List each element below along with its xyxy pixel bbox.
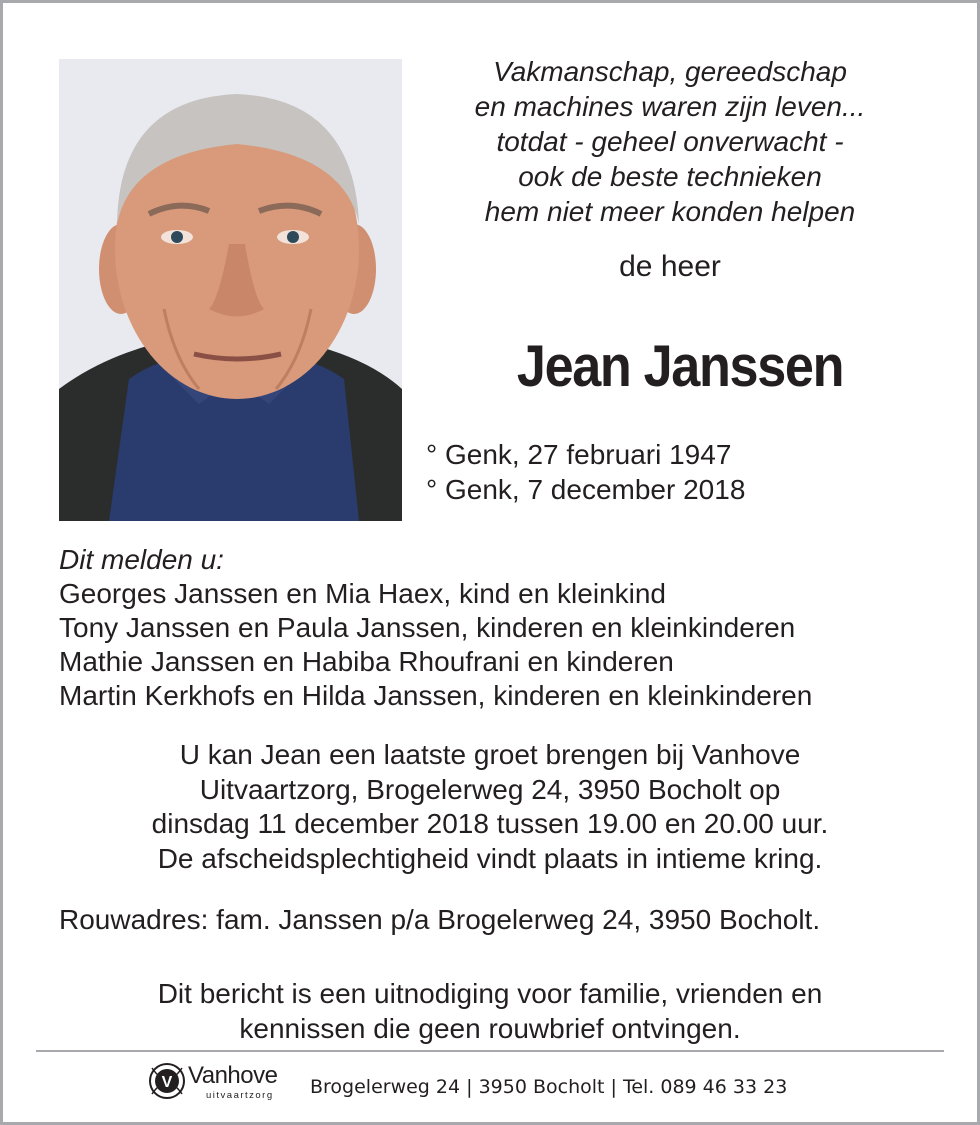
visitation-line: Uitvaartzorg, Brogelerweg 24, 3950 Bocholt op: [199, 773, 781, 805]
announcer-line: Martin Kerkhofs en Hilda Janssen, kinderen en kleinkinderen: [59, 680, 813, 711]
poem: [420, 54, 920, 229]
notice-line: kennissen die geen rouwbrief ontvingen.: [239, 1012, 741, 1044]
mourning-address: Rouwadres: fam. Janssen p/a Brogelerweg 24, 3950 Bocholt.: [59, 904, 821, 935]
announcer-line: Georges Janssen en Mia Haex, kind en kleinkind: [59, 578, 667, 609]
announcers: [59, 543, 812, 713]
emblem-letter: V: [161, 1074, 173, 1091]
poem-line: hem niet meer konden helpen: [484, 196, 856, 227]
poem-line: en machines waren zijn leven...: [474, 91, 866, 122]
invitation-notice: [40, 977, 940, 1046]
poem-line: Vakmanschap, gereedschap: [493, 56, 847, 87]
announcer-line: Mathie Janssen en Habiba Rhoufrani en kinderen: [59, 646, 674, 677]
announcer-line: Tony Janssen en Paula Janssen, kinderen en kleinkinderen: [59, 612, 796, 643]
footer-contact: Brogelerweg 24 | 3950 Bocholt | Tel. 089 46 33 23: [310, 1076, 788, 1098]
poem-line: totdat - geheel onverwacht -: [496, 126, 844, 157]
brand-subtitle: uitvaartzorg: [206, 1090, 274, 1101]
deceased-name: Jean Janssen: [516, 334, 844, 399]
visitation-line: De afscheidsplechtigheid vindt plaats in intieme kring.: [157, 842, 823, 874]
visitation-line: U kan Jean een laatste groet brengen bij Vanhove: [179, 739, 801, 770]
poem-line: ook de beste technieken: [518, 161, 822, 192]
footer-divider: [36, 1050, 944, 1052]
visitation-line: dinsdag 11 december 2018 tussen 19.00 en 20.00 uur.: [151, 808, 829, 839]
announcers-intro: Dit melden u:: [59, 544, 224, 575]
death-date: ° Genk, 7 december 2018: [426, 474, 746, 505]
life-dates: [426, 437, 745, 507]
portrait-photo: [59, 59, 402, 521]
vanhove-emblem-icon: [146, 1060, 188, 1102]
honorific: de heer: [619, 250, 721, 283]
visitation-info: [40, 738, 940, 876]
notice-line: Dit bericht is een uitnodiging voor familie, vrienden en: [157, 978, 823, 1009]
vanhove-logo: [146, 1058, 296, 1106]
birth-date: ° Genk, 27 februari 1947: [426, 439, 732, 470]
brand-name: Vanhove: [188, 1062, 278, 1089]
